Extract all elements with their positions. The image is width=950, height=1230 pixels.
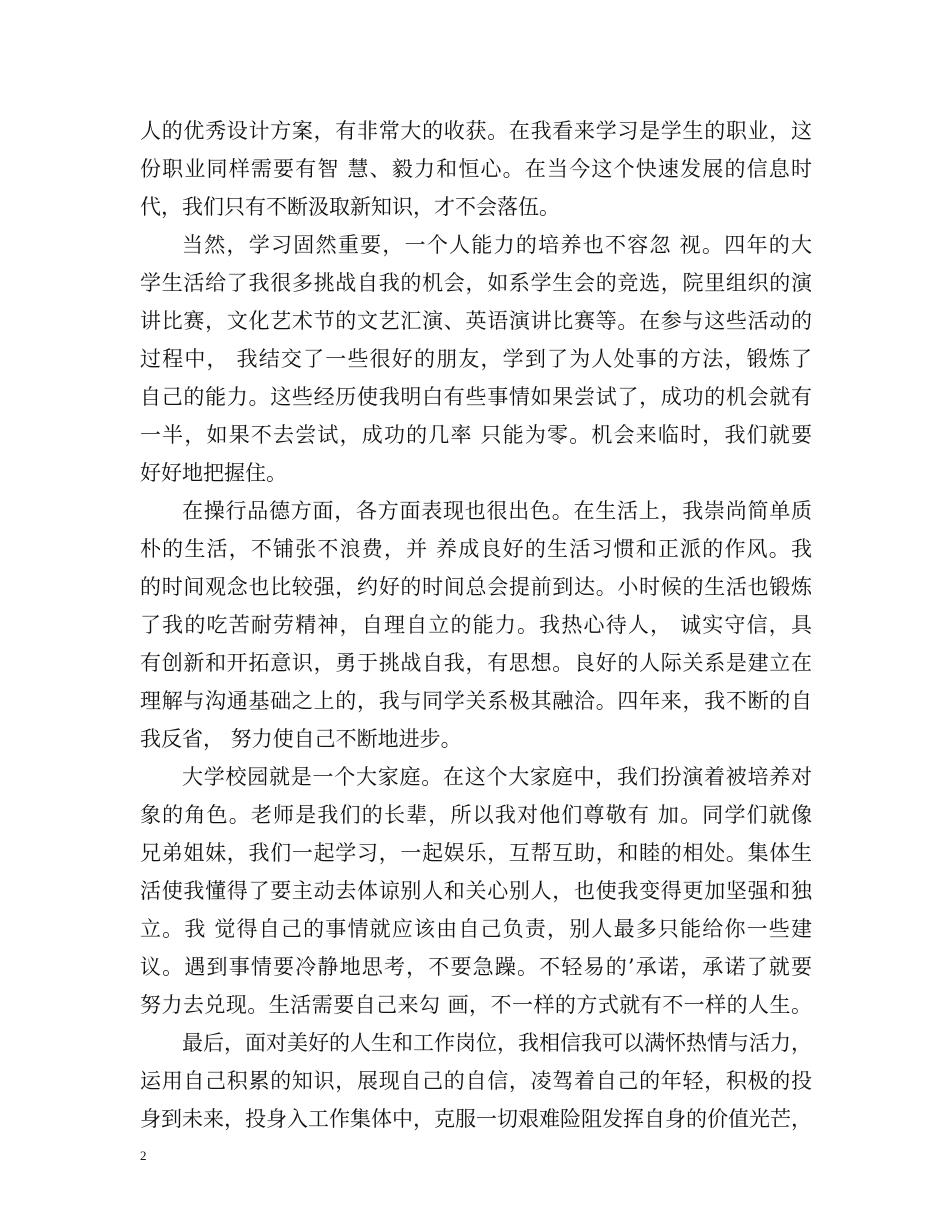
text-line: 学生活给了我很多挑战自我的机会，如系学生会的竞选，院里组织的演 [140, 271, 812, 295]
page-number: 2 [140, 1148, 147, 1163]
text-line: 我反省， 努力使自己不断地进步。 [140, 727, 462, 751]
body-text [140, 112, 812, 1138]
text-line: 的时间观念也比较强，约好的时间总会提前到达。小时候的生活也锻炼 [140, 575, 812, 599]
text-line: 好好地把握住。 [140, 461, 287, 485]
text-line: 努力去兑现。生活需要自己来勾 画，不一样的方式就有不一样的人生。 [140, 993, 812, 1017]
text-line: 有创新和开拓意识，勇于挑战自我，有思想。良好的人际关系是建立在 [140, 651, 812, 675]
text-line: 立。我 觉得自己的事情就应该由自己负责，别人最多只能给你一些建 [140, 917, 812, 941]
text-line: 朴的生活，不铺张不浪费，并 养成良好的生活习惯和正派的作风。我 [140, 537, 812, 561]
text-line: 象的角色。老师是我们的长辈，所以我对他们尊敬有 加。同学们就像 [140, 803, 812, 827]
text-line: 了我的吃苦耐劳精神，自理自立的能力。我热心待人， 诚实守信，具 [140, 613, 812, 637]
text-line: 在操行品德方面，各方面表现也很出色。在生活上，我崇尚简单质 [182, 499, 812, 523]
text-line: 最后，面对美好的人生和工作岗位，我相信我可以满怀热情与活力， [182, 1031, 812, 1055]
text-line: 自己的能力。这些经历使我明白有些事情如果尝试了，成功的机会就有 [140, 385, 812, 409]
text-line: 份职业同样需要有智 慧、毅力和恒心。在当今这个快速发展的信息时 [140, 157, 812, 181]
text-line: 当然，学习固然重要，一个人能力的培养也不容忽 视。四年的大 [182, 233, 812, 257]
text-line: 理解与沟通基础之上的，我与同学关系极其融洽。四年来，我不断的自 [140, 689, 812, 713]
text-line: 过程中， 我结交了一些很好的朋友，学到了为人处事的方法，锻炼了 [140, 347, 812, 371]
text-line: 身到未来，投身入工作集体中，克服一切艰难险阻发挥自身的价值光芒， [140, 1107, 812, 1131]
text-line: 代，我们只有不断汲取新知识，才不会落伍。 [140, 195, 560, 219]
text-line: 人的优秀设计方案，有非常大的收获。在我看来学习是学生的职业，这 [140, 119, 812, 143]
text-line: 议。遇到事情要冷静地思考，不要急躁。不轻易的’承诺，承诺了就要 [140, 955, 812, 979]
text-line: 大学校园就是一个大家庭。在这个大家庭中，我们扮演着被培养对 [182, 765, 812, 789]
text-line: 活使我懂得了要主动去体谅别人和关心别人，也使我变得更加坚强和独 [140, 879, 812, 903]
text-line: 运用自己积累的知识，展现自己的自信，凌驾着自己的年轻，积极的投 [140, 1069, 812, 1093]
text-line: 讲比赛，文化艺术节的文艺汇演、英语演讲比赛等。在参与这些活动的 [140, 309, 812, 333]
text-line: 兄弟姐妹，我们一起学习，一起娱乐，互帮互助，和睦的相处。集体生 [140, 841, 812, 865]
text-line: 一半，如果不去尝试，成功的几率 只能为零。机会来临时，我们就要 [140, 423, 812, 447]
